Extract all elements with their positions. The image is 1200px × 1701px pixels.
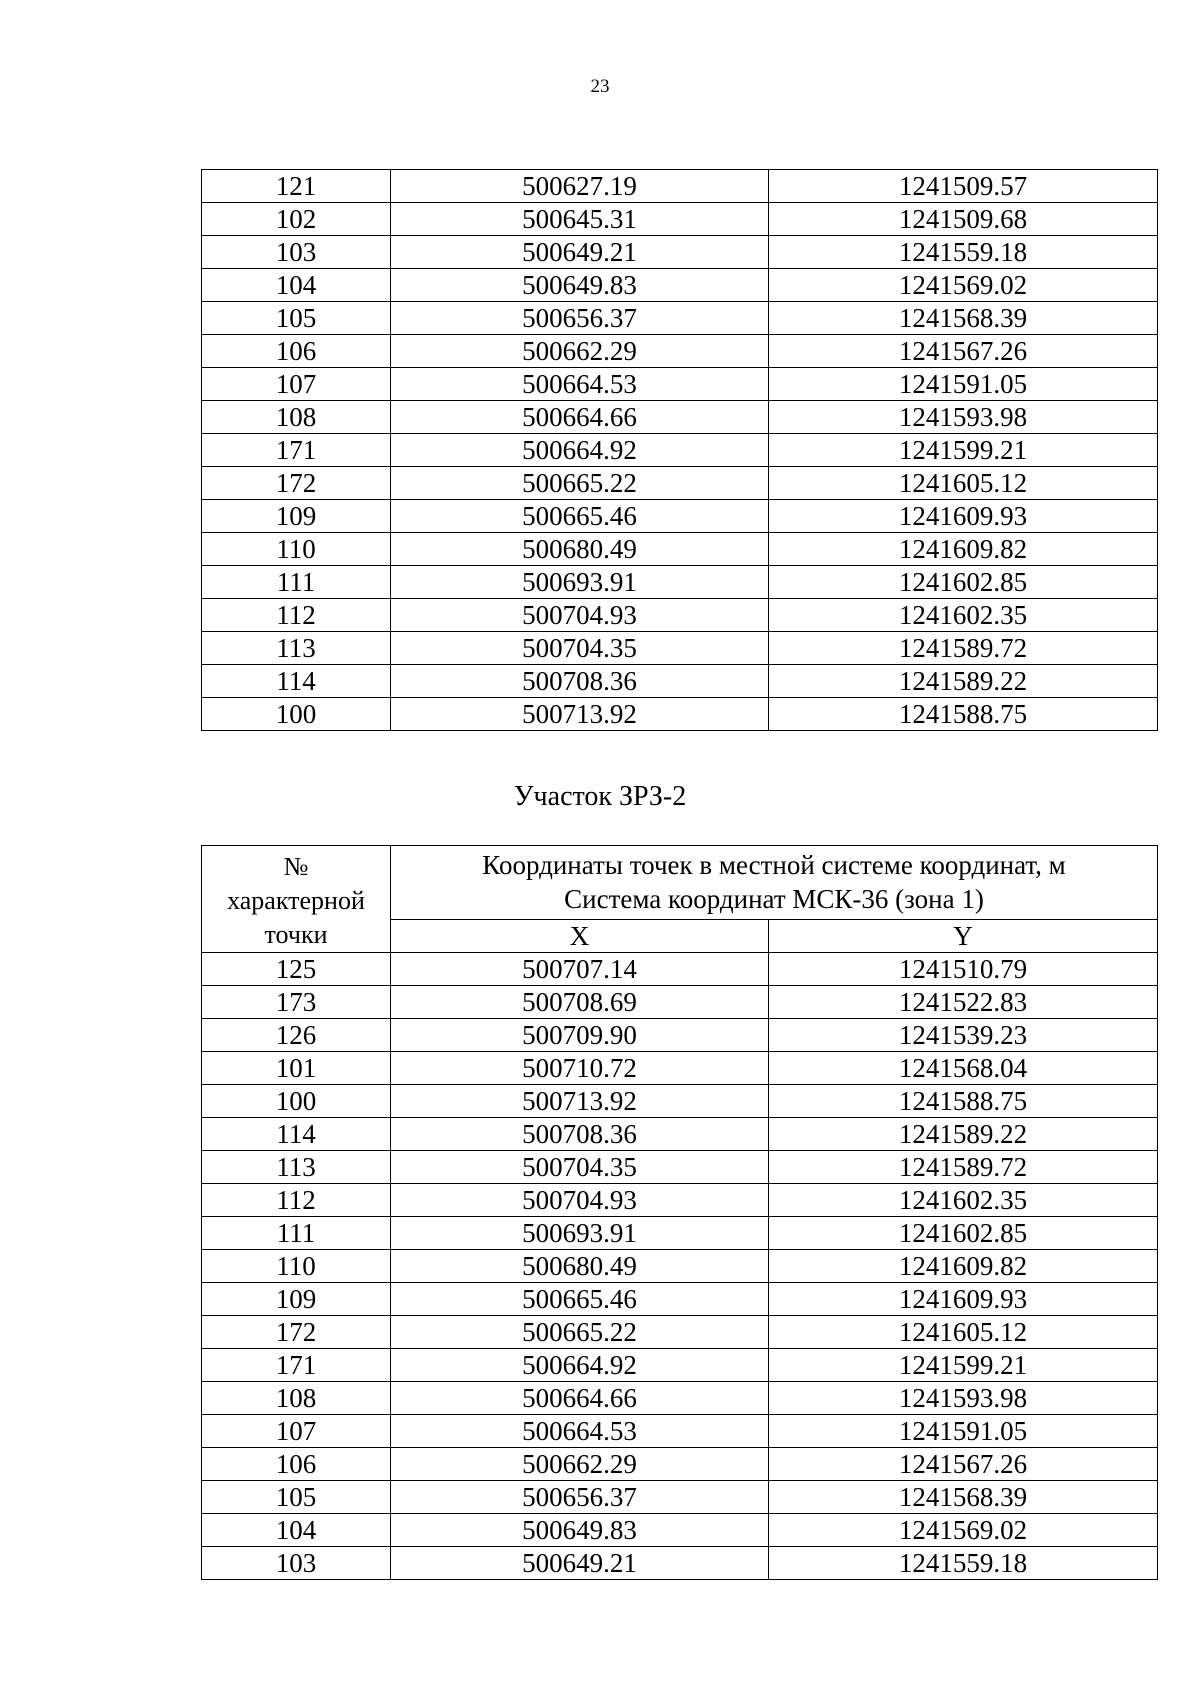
y-coordinate-cell: 1241567.26: [769, 335, 1158, 368]
point-number-cell: 105: [202, 302, 391, 335]
point-number-cell: 125: [202, 953, 391, 986]
y-coordinate-cell: 1241599.21: [769, 1349, 1158, 1382]
table-row: [202, 1085, 1158, 1118]
table-row: [202, 632, 1158, 665]
table-row: [202, 1184, 1158, 1217]
y-coordinate-cell: 1241599.21: [769, 434, 1158, 467]
y-coordinate-cell: 1241589.22: [769, 1118, 1158, 1151]
y-coordinate-cell: 1241539.23: [769, 1019, 1158, 1052]
x-column-header: X: [391, 919, 769, 952]
table-row: [202, 1415, 1158, 1448]
coordinates-table-continued-body: [202, 170, 1158, 731]
point-number-cell: 108: [202, 401, 391, 434]
table-row: [202, 302, 1158, 335]
table-row: [202, 335, 1158, 368]
point-number-cell: 112: [202, 1184, 391, 1217]
y-coordinate-cell: 1241510.79: [769, 953, 1158, 986]
x-coordinate-cell: 500649.83: [391, 1514, 769, 1547]
y-coordinate-cell: 1241589.22: [769, 665, 1158, 698]
y-coordinate-cell: 1241589.72: [769, 1151, 1158, 1184]
page-number: 23: [590, 76, 610, 97]
x-coordinate-cell: 500707.14: [391, 953, 769, 986]
point-number-cell: 103: [202, 236, 391, 269]
x-coordinate-cell: 500664.92: [391, 1349, 769, 1382]
point-number-cell: 104: [202, 269, 391, 302]
y-coordinate-cell: 1241588.75: [769, 1085, 1158, 1118]
y-coordinate-cell: 1241609.82: [769, 1250, 1158, 1283]
point-number-cell: 107: [202, 1415, 391, 1448]
x-coordinate-cell: 500665.22: [391, 467, 769, 500]
x-coordinate-cell: 500713.92: [391, 1085, 769, 1118]
table-row: [202, 1316, 1158, 1349]
x-coordinate-cell: 500704.93: [391, 599, 769, 632]
y-column-header: Y: [769, 919, 1158, 952]
table-row: [202, 1547, 1158, 1580]
y-coordinate-cell: 1241567.26: [769, 1448, 1158, 1481]
point-number-cell: 173: [202, 986, 391, 1019]
y-coordinate-cell: 1241588.75: [769, 698, 1158, 731]
table-row: [202, 698, 1158, 731]
table-row: [202, 368, 1158, 401]
point-number-header-line: точки: [264, 920, 328, 949]
table-row: [202, 1514, 1158, 1547]
y-coordinate-cell: 1241509.57: [769, 170, 1158, 203]
table-header-row: [202, 846, 1158, 920]
table-row: [202, 1448, 1158, 1481]
x-coordinate-cell: 500680.49: [391, 533, 769, 566]
table-row: [202, 533, 1158, 566]
x-coordinate-cell: 500708.69: [391, 986, 769, 1019]
point-number-cell: 101: [202, 1052, 391, 1085]
point-number-cell: 106: [202, 335, 391, 368]
x-coordinate-cell: 500662.29: [391, 1448, 769, 1481]
point-number-cell: 108: [202, 1382, 391, 1415]
table-row: [202, 1019, 1158, 1052]
point-number-cell: 112: [202, 599, 391, 632]
table-row: [202, 1481, 1158, 1514]
point-number-cell: 110: [202, 1250, 391, 1283]
point-number-cell: 102: [202, 203, 391, 236]
table-row: [202, 170, 1158, 203]
point-number-cell: 171: [202, 434, 391, 467]
x-coordinate-cell: 500662.29: [391, 335, 769, 368]
point-number-cell: 114: [202, 1118, 391, 1151]
x-coordinate-cell: 500649.21: [391, 1547, 769, 1580]
x-coordinate-cell: 500649.21: [391, 236, 769, 269]
y-coordinate-cell: 1241568.39: [769, 302, 1158, 335]
point-number-cell: 114: [202, 665, 391, 698]
y-coordinate-cell: 1241559.18: [769, 1547, 1158, 1580]
table-row: [202, 1052, 1158, 1085]
x-coordinate-cell: 500665.46: [391, 1283, 769, 1316]
table-row: [202, 1382, 1158, 1415]
x-coordinate-cell: 500664.53: [391, 368, 769, 401]
x-coordinate-cell: 500649.83: [391, 269, 769, 302]
table-row: [202, 1151, 1158, 1184]
table-row: [202, 665, 1158, 698]
y-coordinate-cell: 1241609.93: [769, 500, 1158, 533]
x-coordinate-cell: 500664.66: [391, 401, 769, 434]
point-number-cell: 103: [202, 1547, 391, 1580]
y-coordinate-cell: 1241559.18: [769, 236, 1158, 269]
table-row: [202, 467, 1158, 500]
table-row: [202, 236, 1158, 269]
table-row: [202, 986, 1158, 1019]
point-number-cell: 100: [202, 1085, 391, 1118]
point-number-cell: 111: [202, 566, 391, 599]
y-coordinate-cell: 1241602.85: [769, 1217, 1158, 1250]
y-coordinate-cell: 1241569.02: [769, 1514, 1158, 1547]
point-number-cell: 111: [202, 1217, 391, 1250]
table-row: [202, 203, 1158, 236]
y-coordinate-cell: 1241509.68: [769, 203, 1158, 236]
point-number-cell: 109: [202, 1283, 391, 1316]
x-coordinate-cell: 500693.91: [391, 566, 769, 599]
point-number-cell: 113: [202, 1151, 391, 1184]
table-row: [202, 566, 1158, 599]
y-coordinate-cell: 1241593.98: [769, 401, 1158, 434]
point-number-cell: 126: [202, 1019, 391, 1052]
y-coordinate-cell: 1241602.35: [769, 599, 1158, 632]
x-coordinate-cell: 500665.46: [391, 500, 769, 533]
x-coordinate-cell: 500680.49: [391, 1250, 769, 1283]
y-coordinate-cell: 1241591.05: [769, 368, 1158, 401]
table-row: [202, 1217, 1158, 1250]
y-coordinate-cell: 1241568.39: [769, 1481, 1158, 1514]
point-number-cell: 109: [202, 500, 391, 533]
coordinates-header-line: Координаты точек в местной системе координат, м: [482, 850, 1066, 881]
point-number-cell: 172: [202, 1316, 391, 1349]
y-coordinate-cell: 1241602.35: [769, 1184, 1158, 1217]
y-coordinate-cell: 1241609.93: [769, 1283, 1158, 1316]
x-coordinate-cell: 500665.22: [391, 1316, 769, 1349]
y-coordinate-cell: 1241589.72: [769, 632, 1158, 665]
x-coordinate-cell: 500656.37: [391, 302, 769, 335]
table-row: [202, 1250, 1158, 1283]
point-number-header: [202, 846, 391, 953]
point-number-cell: 100: [202, 698, 391, 731]
x-coordinate-cell: 500708.36: [391, 1118, 769, 1151]
x-coordinate-cell: 500713.92: [391, 698, 769, 731]
table-row: [202, 500, 1158, 533]
point-number-cell: 172: [202, 467, 391, 500]
y-coordinate-cell: 1241609.82: [769, 533, 1158, 566]
point-number-cell: 113: [202, 632, 391, 665]
x-coordinate-cell: 500664.92: [391, 434, 769, 467]
x-coordinate-cell: 500664.53: [391, 1415, 769, 1448]
x-coordinate-cell: 500627.19: [391, 170, 769, 203]
coordinates-table-continued: [201, 169, 1158, 731]
table-row: [202, 953, 1158, 986]
point-number-header-line: №: [283, 852, 309, 881]
table-row: [202, 599, 1158, 632]
table-row: [202, 434, 1158, 467]
y-coordinate-cell: 1241522.83: [769, 986, 1158, 1019]
coordinates-table-zrz-2: [201, 845, 1158, 1580]
point-number-cell: 121: [202, 170, 391, 203]
x-coordinate-cell: 500704.93: [391, 1184, 769, 1217]
x-coordinate-cell: 500710.72: [391, 1052, 769, 1085]
y-coordinate-cell: 1241602.85: [769, 566, 1158, 599]
table-row: [202, 269, 1158, 302]
x-coordinate-cell: 500708.36: [391, 665, 769, 698]
y-coordinate-cell: 1241568.04: [769, 1052, 1158, 1085]
table-row: [202, 1118, 1158, 1151]
y-coordinate-cell: 1241605.12: [769, 1316, 1158, 1349]
table-row: [202, 401, 1158, 434]
y-coordinate-cell: 1241591.05: [769, 1415, 1158, 1448]
y-coordinate-cell: 1241569.02: [769, 269, 1158, 302]
table-header: [202, 846, 1158, 953]
point-number-cell: 110: [202, 533, 391, 566]
point-number-cell: 105: [202, 1481, 391, 1514]
x-coordinate-cell: 500693.91: [391, 1217, 769, 1250]
x-coordinate-cell: 500645.31: [391, 203, 769, 236]
y-coordinate-cell: 1241605.12: [769, 467, 1158, 500]
point-number-cell: 106: [202, 1448, 391, 1481]
x-coordinate-cell: 500664.66: [391, 1382, 769, 1415]
point-number-cell: 107: [202, 368, 391, 401]
point-number-cell: 104: [202, 1514, 391, 1547]
coordinate-system-header-line: Система координат МСК-36 (зона 1): [564, 884, 984, 915]
point-number-cell: 171: [202, 1349, 391, 1382]
coordinates-table-zrz-2-body: [202, 953, 1158, 1580]
y-coordinate-cell: 1241593.98: [769, 1382, 1158, 1415]
x-coordinate-cell: 500656.37: [391, 1481, 769, 1514]
table-row: [202, 1283, 1158, 1316]
x-coordinate-cell: 500709.90: [391, 1019, 769, 1052]
x-coordinate-cell: 500704.35: [391, 632, 769, 665]
point-number-header-line: характерной: [227, 886, 365, 915]
x-coordinate-cell: 500704.35: [391, 1151, 769, 1184]
table-row: [202, 1349, 1158, 1382]
section-title: Участок ЗРЗ-2: [513, 781, 687, 812]
coordinates-header: [391, 846, 1158, 920]
